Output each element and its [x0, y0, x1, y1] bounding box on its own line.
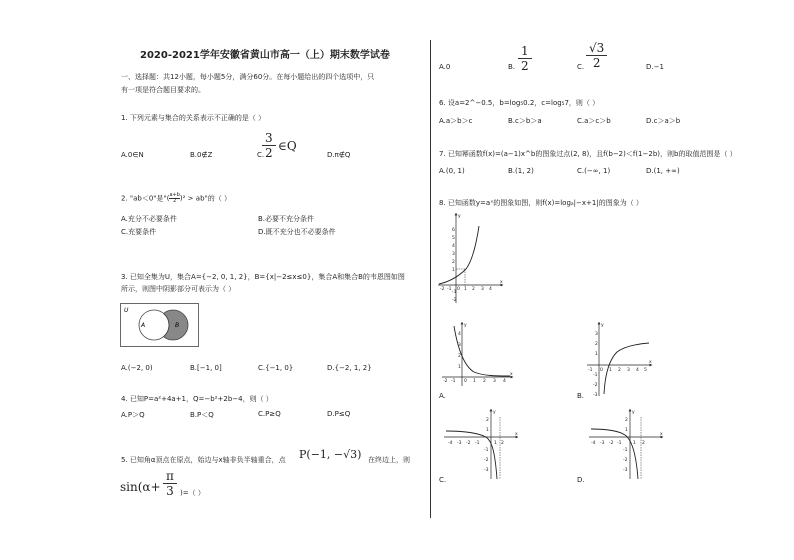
svg-text:-3: -3: [593, 393, 598, 398]
svg-text:1: 1: [458, 365, 461, 370]
q7-stem: 7. 已知幂函数f(x)=(a−1)x^b的图象过点(2, 8)，且f(b−2)＜f(1−2b)，则b的取值范围是（ ）: [439, 150, 737, 158]
svg-text:0: 0: [600, 368, 603, 373]
q2-option-b: B.必要不充分条件: [258, 215, 315, 223]
q5-c-num: √3: [586, 41, 607, 56]
q5-expr-fraction: [163, 469, 177, 498]
venn-b-label: B: [175, 322, 180, 329]
svg-text:1: 1: [486, 428, 489, 433]
q7-option-b: B.(1, 2): [508, 167, 534, 175]
q5-expr-a: sin(α+: [120, 480, 161, 494]
svg-text:x: x: [515, 432, 518, 437]
q1-option-c-fraction: [262, 131, 276, 160]
q8-stem: 8. 已知函数y=aˣ的图象如图，则f(x)=logₐ|−x+1|的图象为（ ）: [439, 199, 643, 207]
q7-option-a: A.(0, 1): [439, 167, 465, 175]
q5-stem-b: 在终边上，则: [368, 456, 410, 464]
svg-text:y: y: [458, 214, 461, 219]
svg-text:-2: -2: [452, 298, 457, 303]
q8-option-c: C.: [439, 476, 447, 484]
q2-stem-b: )² > ab"的（ ）: [179, 194, 231, 203]
q2-option-d: D.既不充分也不必要条件: [258, 228, 336, 236]
svg-text:1: 1: [609, 368, 612, 373]
q2-option-a: A.充分不必要条件: [121, 215, 177, 223]
section-heading-cont: 有一项是符合题目要求的。: [121, 86, 205, 94]
svg-text:1: 1: [494, 441, 497, 446]
q3-line2: 所示，则图中阴影部分可表示为（ ）: [121, 285, 236, 293]
svg-text:-1: -1: [484, 448, 489, 453]
svg-text:-4: -4: [591, 441, 596, 446]
q3-option-d: D.{−2, 1, 2}: [327, 364, 372, 372]
svg-text:3: 3: [481, 287, 484, 292]
svg-text:4: 4: [452, 244, 455, 249]
q4-option-a: A.P＞Q: [121, 411, 145, 419]
svg-text:y: y: [493, 410, 496, 415]
svg-text:5: 5: [644, 368, 647, 373]
q4-option-b: B.P＜Q: [190, 411, 214, 419]
svg-text:2: 2: [452, 260, 455, 265]
svg-text:x: x: [649, 360, 652, 365]
svg-text:1: 1: [625, 428, 628, 433]
svg-text:-2: -2: [440, 287, 445, 292]
q3-option-b: B.[−1, 0]: [190, 364, 222, 372]
q5-option-d: D.−1: [646, 63, 664, 71]
svg-text:-3: -3: [623, 468, 628, 473]
svg-text:2: 2: [486, 418, 489, 423]
svg-text:-1: -1: [475, 441, 480, 446]
svg-text:-2: -2: [623, 458, 628, 463]
svg-text:4: 4: [489, 287, 492, 292]
svg-text:3: 3: [627, 368, 630, 373]
svg-text:-1: -1: [447, 287, 452, 292]
svg-text:4: 4: [458, 332, 461, 337]
q8-option-d: D.: [577, 476, 585, 484]
svg-text:4: 4: [636, 368, 639, 373]
q5-option-b-label: B.: [508, 63, 516, 71]
svg-text:2: 2: [618, 368, 621, 373]
svg-text:-2: -2: [484, 458, 489, 463]
q5-expr-num: π: [163, 469, 177, 484]
svg-text:-3: -3: [457, 441, 462, 446]
svg-text:1: 1: [464, 287, 467, 292]
q8-graph-b: [585, 320, 655, 398]
svg-text:-1: -1: [588, 368, 593, 373]
venn-u-label: U: [124, 307, 129, 314]
q1-option-c-tail: ∈Q: [278, 139, 297, 153]
q2-stem-a: 2. "ab＜0"是"(: [121, 194, 170, 203]
svg-text:-2: -2: [466, 441, 471, 446]
svg-text:x: x: [660, 432, 663, 437]
q5-b-num: 1: [518, 44, 532, 59]
q5-b-den: 2: [521, 59, 529, 73]
q7-option-d: D.(1, +∞): [646, 167, 680, 175]
q8-graph-c: [440, 407, 520, 482]
q3-option-a: A.(−2, 0): [121, 364, 153, 372]
column-divider: [430, 40, 431, 518]
svg-text:0: 0: [457, 287, 460, 292]
svg-text:y: y: [632, 410, 635, 415]
q3-option-c: C.{−1, 0}: [258, 364, 294, 372]
svg-text:-3: -3: [484, 468, 489, 473]
q5-point: P(−1, −√3): [299, 448, 362, 461]
svg-text:2: 2: [483, 379, 486, 384]
svg-text:5: 5: [452, 236, 455, 241]
q2-stem: [121, 193, 231, 204]
svg-text:2: 2: [595, 342, 598, 347]
svg-text:6: 6: [452, 228, 455, 233]
q2-option-c: C.充要条件: [121, 228, 157, 236]
svg-text:-2: -2: [593, 383, 598, 388]
q4-option-c: C.P≥Q: [258, 410, 281, 418]
q6-stem: 6. 设a=2^−0.5，b=log₅0.2，c=log₅7，则（ ）: [439, 99, 600, 107]
svg-text:y: y: [601, 323, 604, 328]
svg-text:3: 3: [493, 379, 496, 384]
q1-c-den: 2: [265, 146, 273, 160]
q5-option-c-label: C.: [577, 63, 585, 71]
q8-given-graph: [436, 211, 506, 306]
q6-option-b: B.c＞b＞a: [508, 117, 542, 125]
q2-frac-num: a+b: [169, 192, 180, 198]
q1-stem: 1. 下列元素与集合的关系表示不正确的是（ ）: [121, 114, 266, 122]
svg-text:-3: -3: [600, 441, 605, 446]
svg-text:2: 2: [501, 441, 504, 446]
svg-text:3: 3: [452, 252, 455, 257]
q1-option-b: B.0∉Z: [190, 151, 213, 159]
svg-text:-4: -4: [448, 441, 453, 446]
q8-option-a: A.: [439, 392, 446, 400]
q1-option-c-label: C.: [257, 151, 265, 159]
svg-text:-1: -1: [623, 448, 628, 453]
svg-text:y: y: [464, 323, 467, 328]
svg-text:1: 1: [633, 441, 636, 446]
venn-a-label: A: [141, 322, 146, 329]
q8-option-b: B.: [577, 392, 585, 400]
svg-text:x: x: [500, 280, 503, 285]
q7-option-c: C.(−∞, 1): [577, 167, 611, 175]
q1-c-num: 3: [262, 131, 276, 146]
svg-text:1: 1: [452, 268, 455, 273]
q1-option-a: A.0∈N: [121, 151, 144, 159]
q3-line1: 3. 已知全集为U，集合A={−2, 0, 1, 2}，B={x|−2≤x≤0}，集合A和集合B的韦恩图如图: [121, 273, 405, 281]
svg-text:0: 0: [464, 379, 467, 384]
section-heading: 一、选择题：共12小题，每小题5分，满分60分。在每小题给出的四个选项中，只: [121, 73, 375, 81]
svg-text:-1: -1: [593, 373, 598, 378]
q8-graph-a: [440, 320, 515, 388]
q2-frac-den: 2: [173, 198, 177, 204]
q5-c-den: 2: [592, 56, 601, 70]
svg-text:-2: -2: [443, 379, 448, 384]
svg-text:-1: -1: [452, 290, 457, 295]
svg-text:2: 2: [642, 441, 645, 446]
q5-option-c-fraction: [586, 41, 607, 70]
svg-text:3: 3: [458, 343, 461, 348]
svg-text:-2: -2: [609, 441, 614, 446]
svg-text:4: 4: [503, 379, 506, 384]
venn-diagram: [120, 303, 200, 348]
q1-option-d: D.π∉Q: [327, 151, 351, 159]
q6-option-c: C.a＞c＞b: [577, 117, 611, 125]
svg-text:2: 2: [458, 354, 461, 359]
svg-text:1: 1: [595, 352, 598, 357]
q8-graph-d: [585, 407, 665, 482]
q6-option-a: A.a＞b＞c: [439, 117, 473, 125]
q5-option-a: A.0: [439, 63, 451, 71]
svg-text:3: 3: [595, 332, 598, 337]
svg-text:-1: -1: [617, 441, 622, 446]
q4-option-d: D.P≤Q: [327, 410, 351, 418]
svg-text:1: 1: [473, 379, 476, 384]
q5-expr-b: )=（ ）: [180, 489, 205, 497]
q5-expr-den: 3: [166, 484, 174, 498]
svg-text:x: x: [510, 372, 513, 377]
svg-text:2: 2: [472, 287, 475, 292]
q4-stem: 4. 已知P=a²+4a+1，Q=−b²+2b−4，则（ ）: [121, 395, 273, 403]
q6-option-d: D.c＞a＞b: [646, 117, 681, 125]
svg-text:2: 2: [625, 418, 628, 423]
page-title: 2020-2021学年安徽省黄山市高一（上）期末数学试卷: [140, 50, 390, 61]
q5-option-b-fraction: [518, 44, 532, 73]
svg-text:-1: -1: [451, 379, 456, 384]
q5-stem-a: 5. 已知角α顶点在原点，始边与x轴非负半轴重合，点: [121, 456, 286, 464]
